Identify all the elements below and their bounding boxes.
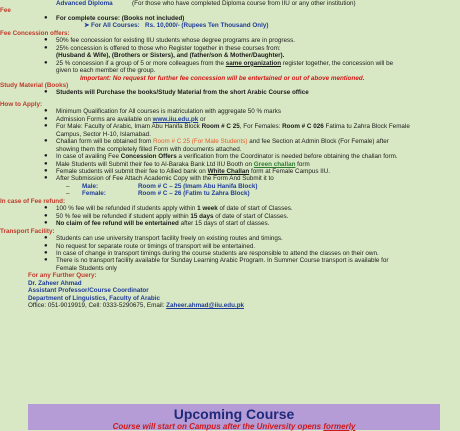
transport-item-1: ● Students can use university transport facility freely on existing routes and timings.	[44, 235, 283, 243]
apply-challan: ● Challan form will be obtained from Room # C 25 (For Male Students) and fee Section at Admin Block (For Female) after	[44, 138, 389, 146]
bullet-icon: ●	[44, 249, 48, 256]
fee-all-courses: ➤ For All Courses: Rs. 10,000/- (Rupees Ten Thousand Only)	[84, 22, 269, 30]
transport-item-4: ● There is no transport facility available for Sunday Learning Arabic Program. In Summer Course transport is available for	[44, 257, 389, 265]
bullet-icon: ●	[44, 115, 48, 122]
transport-heading: Transport Facility:	[0, 227, 55, 235]
bullet-icon: ●	[44, 175, 48, 182]
concession-item-2-cont: (Husband & Wife), (Brothers or Sisters), and (father/son & Mother/Daughter).	[56, 52, 285, 60]
advanced-diploma-note: (For those who have completed Diploma course from IIU or any other institution)	[132, 0, 356, 7]
bullet-icon: ●	[44, 108, 48, 115]
apply-campus: Campus, Sector H-10, Islamabad.	[56, 130, 151, 138]
concession-item-3: ● 25 % concession if a group of 5 or more colleagues from the same organization register together, the concession will be	[44, 59, 394, 67]
apply-forms-available: ● Admission Forms are available on www.iiu.edu.pk or	[44, 115, 206, 123]
how-to-apply-heading: How to Apply:	[0, 100, 43, 108]
concession-heading: Fee Concession offers:	[0, 29, 70, 37]
advanced-diploma-label: Advanced Diploma	[56, 0, 113, 7]
bullet-icon: ●	[44, 167, 48, 174]
bullet-icon: ●	[44, 44, 48, 51]
bullet-icon: ●	[44, 257, 48, 264]
refund-full: ● 100 % fee will be refunded if students apply within 1 week of date of start of Classes.	[44, 205, 293, 213]
bullet-icon: ●	[44, 160, 48, 167]
submit-female-room: – Female: Room # C – 26 (Fatim tu Zahra Block)	[66, 190, 250, 198]
important-note: Important: No request for further fee concession will be entertained or out of above mentioned.	[80, 74, 365, 82]
transport-item-4-cont: Female Students only	[56, 264, 117, 272]
refund-heading: In case of Fee refund:	[0, 197, 66, 205]
study-material-item: ● Students will Purchase the books/Study Material from the short Arabic Course office	[44, 89, 309, 97]
apply-male-submit: ● Male Students will Submit their fee to Al-Baraka Bank Ltd IIU Booth on Green challan form	[44, 160, 310, 168]
bullet-icon: ●	[44, 59, 48, 66]
contact-name: Dr. Zaheer Ahmad	[28, 279, 82, 287]
banner-subtitle: Course will start on Campus after the University opens formerly	[112, 422, 356, 431]
bullet-icon: ●	[44, 212, 48, 219]
transport-item-2: ● No request for separate route or timings of transport will be entertained.	[44, 242, 256, 250]
bullet-icon: ●	[44, 37, 48, 44]
apply-min-qualification: ● Minimum Qualification for All courses is matriculation with aggregate 50 % marks	[44, 108, 282, 116]
bullet-icon: ●	[44, 235, 48, 242]
bullet-icon: ●	[44, 220, 48, 227]
refund-none: ● No claim of fee refund will be entertained after 15 days of start of classes.	[44, 220, 270, 228]
concession-item-1: ● 50% fee concession for existing IIU students whose degree programs are in progress.	[44, 37, 296, 45]
transport-item-3: ● In case of change in transport timings during the course students are responsible to attend the classes on their own.	[44, 249, 379, 257]
upcoming-course-banner	[28, 404, 440, 430]
concession-item-3-cont: given to each member of the group.	[56, 67, 156, 75]
fee-heading: Fee	[0, 7, 11, 15]
contact-department: Department of Linguistics, Faculty of Arabic	[28, 294, 161, 302]
banner-title: Upcoming Course	[173, 406, 295, 422]
apply-male-female-rooms: ● For Male: Faculty of Arabic, Imam Abu Hanifa Block Room # C 25, For Females: Room # C 026 Fatima tu Zahra Block Female	[44, 123, 410, 131]
apply-concession-verification: ● In case of availing Fee Concession Offers a verification from the Coordinator is needed before obtaining the challan form.	[44, 153, 398, 161]
contact-title: Assistant Professor/Course Coordinator	[28, 287, 149, 295]
advanced-diploma-row	[0, 0, 456, 7]
bullet-icon: ●	[44, 14, 48, 21]
bullet-icon: ●	[44, 138, 48, 145]
apply-after-submission: ● After Submission of Fee Attach Academic Copy with the Form And Submit it to	[44, 175, 274, 183]
bullet-icon: ●	[44, 242, 48, 249]
email-link[interactable]: Zaheer.ahmad@iiu.edu.pk	[166, 302, 245, 310]
website-link[interactable]: www.iiu.edu.pk	[152, 115, 199, 123]
apply-challan-cont: showing them the completely filled Form with documents attached.	[56, 145, 242, 153]
submit-male-room: – Male: Room # C – 25 (Imam Abu Hanifa Block)	[66, 182, 258, 190]
bullet-icon: ●	[44, 205, 48, 212]
bullet-icon: ●	[44, 153, 48, 160]
refund-half: ● 50 % fee will be refunded if student apply within 15 days of date of start of Classes.	[44, 212, 289, 220]
concession-item-2: ● 25% concession is offered to those who Register together in these courses from:	[44, 44, 281, 52]
fee-complete-course: ● For complete course: (Books not included)	[44, 14, 185, 22]
contact-office: Office: 051-9019919, Cell: 0333-5290675, Email: Zaheer.ahmad@iiu.edu.pk	[28, 302, 245, 310]
bullet-icon: ●	[44, 123, 48, 130]
apply-female-submit: ● Female students will submit their fee to Allied bank on White Challan form at Female Campus IIU.	[44, 167, 331, 175]
bullet-icon: ●	[44, 89, 48, 96]
study-material-heading: Study Material (Books)	[0, 81, 69, 89]
query-heading: For any Further Query:	[28, 272, 97, 280]
